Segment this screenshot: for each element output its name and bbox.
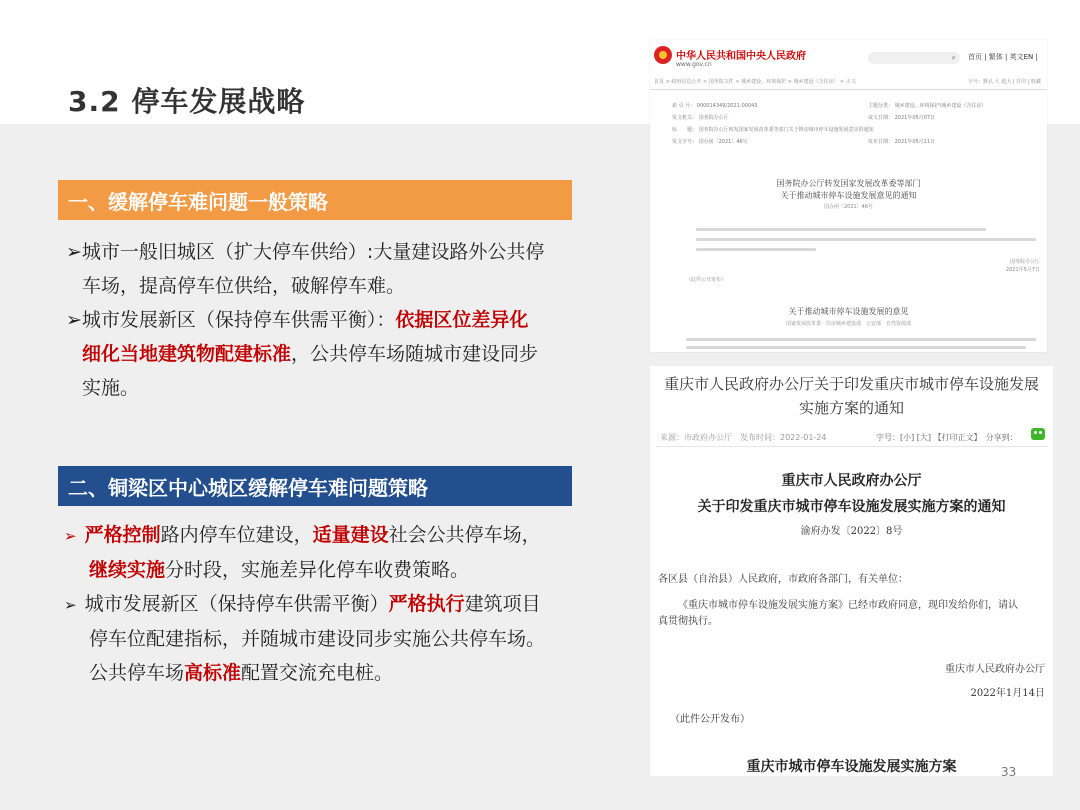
section2-b2-t2: 建筑项目	[464, 593, 541, 615]
section1-body	[66, 235, 566, 405]
section1-bullet2-red2: 细化当地建筑物配建标准	[82, 343, 292, 365]
gov-breadcrumb-path[interactable]: 首页 > 政府信息公开 > 国务院文件 > 城乡建设、环境保护 > 城乡建设（含住房） > 正文	[654, 79, 856, 85]
gov-font-tools[interactable]: 字号：默认 大 超大 | 打印 | 收藏	[968, 79, 1041, 85]
gov-site-header	[650, 40, 1047, 74]
section2-t2: 社会公共停车场，	[388, 524, 541, 546]
section2-b2-red1: 严格执行	[388, 593, 465, 615]
gov-doc-public: （此件公开发布）	[686, 277, 727, 283]
section1-bullet2-red1: 依据区位差异化	[395, 309, 529, 331]
gov-search-input[interactable]	[868, 52, 960, 64]
section2-b2-t1: 城市发展新区（保持停车供需平衡）	[84, 593, 389, 615]
gov-header-links[interactable]: 首页 | 繁体 | 英文EN |	[968, 53, 1038, 61]
meta-right: 成文日期： 2021年05月07日	[868, 115, 936, 121]
gov-meta-row	[672, 138, 1032, 145]
text-placeholder-line	[686, 338, 1036, 341]
gov-doc-date: 2021年5月7日	[1005, 267, 1040, 273]
text-placeholder-line	[686, 346, 1026, 349]
section2-red3: 继续实施	[89, 559, 166, 581]
section2-red2: 适量建设	[312, 524, 389, 546]
wechat-share-icon[interactable]	[1031, 428, 1045, 440]
meta-left: 索 引 号： 000014349/2021-00043	[672, 103, 758, 109]
section2-b2-t4: 配置交流充电桩。	[241, 662, 394, 684]
cq-doc-signer: 重庆市人民政府办公厅	[945, 664, 1045, 675]
section1-bullet2-rest: ，公共停车场随城市建设同步	[291, 343, 539, 365]
cq-plan-title: 重庆市城市停车设施发展实施方案	[746, 759, 957, 775]
section1-heading-band	[58, 180, 572, 220]
cq-page-title-line2: 实施方案的通知	[798, 399, 904, 417]
gov-site-name: 中华人民共和国中央人民政府	[676, 51, 806, 62]
cq-doc-body-line1: 《重庆市城市停车设施发展实施方案》已经市政府同意，现印发给你们，请认	[678, 600, 1018, 611]
meta-left: 标 题： 国务院办公厅转发国家发展改革委等部门关于推动城市停车设施发展意见的通知	[672, 127, 874, 133]
cq-doc-number: 渝府办发〔2022〕8号	[800, 526, 903, 537]
gov-doc-title-line2: 关于推动城市停车设施发展意见的通知	[780, 191, 917, 200]
cq-source-date: 来源：市政府办公厅 发布时间：2022-01-24	[660, 433, 827, 442]
section1-bullet1-line2: 车场，提高停车位供给，破解停车难。	[82, 275, 406, 297]
bullet-arrow-icon: ➢	[64, 596, 77, 614]
divider	[656, 446, 1047, 447]
section2-body	[64, 518, 574, 690]
section2-heading: 二、铜梁区中心城区缓解停车难问题策略	[68, 475, 428, 500]
section2-b2-red2: 高标准	[184, 662, 242, 684]
gov-breadcrumb	[650, 78, 1047, 90]
national-emblem-icon	[654, 46, 672, 64]
gov-meta-row	[672, 102, 1032, 109]
section2-b2-t3: 公共停车场	[89, 662, 185, 684]
section2-t3: 分时段，实施差异化停车收费策略。	[165, 559, 470, 581]
gov-meta-row	[672, 126, 1032, 133]
slide-title: 3.2 停车发展战略	[68, 85, 306, 118]
chongqing-document-screenshot	[650, 366, 1053, 776]
gov-document-screenshot	[650, 40, 1047, 352]
gov-doc-number: 国办函〔2021〕46号	[823, 204, 874, 210]
section2-heading-band	[58, 466, 572, 506]
meta-right: 主题分类： 城乡建设、环境保护\城乡建设（含住房）	[868, 103, 987, 109]
section2-bullet2-line2: 停车位配建指标，并随城市建设同步实施公共停车场。	[89, 628, 546, 650]
meta-right: 发布日期： 2021年05月21日	[868, 139, 936, 145]
cq-doc-issuer-heading: 重庆市人民政府办公厅	[781, 473, 922, 489]
page-number: 33	[1001, 765, 1017, 779]
section1-bullet2-line3: 实施。	[82, 377, 140, 399]
meta-left: 发文机关： 国务院办公厅	[672, 115, 729, 121]
bullet-arrow-icon: ➢	[64, 527, 77, 545]
cq-page-tools[interactable]: 字号：[小] [大] 【打印正文】 分享到：	[876, 433, 1018, 442]
section1-bullet2-line2	[66, 337, 566, 371]
section2-red1: 严格控制	[84, 524, 161, 546]
section2-t1: 路内停车位建设，	[160, 524, 313, 546]
gov-doc-title-line1: 国务院办公厅转发国家发展改革委等部门	[776, 179, 921, 188]
section2-bullet1-line2	[64, 553, 574, 587]
gov-site-url: www.gov.cn	[676, 61, 712, 68]
cq-page-title-line1: 重庆市人民政府办公厅关于印发重庆市城市停车设施发展	[663, 375, 1039, 393]
cq-doc-addressee: 各区县（自治县）人民政府，市政府各部门，有关单位：	[658, 574, 908, 585]
search-icon[interactable]: ⌕	[951, 53, 956, 62]
section1-heading: 一、缓解停车难问题一般策略	[68, 189, 328, 214]
cq-doc-body-line2: 真贯彻执行。	[658, 616, 718, 627]
cq-page-title	[650, 372, 1053, 420]
cq-doc-date: 2022年1月14日	[970, 688, 1045, 699]
cq-doc-title-heading: 关于印发重庆市城市停车设施发展实施方案的通知	[697, 499, 1006, 515]
gov-opinion-title: 关于推动城市停车设施发展的意见	[788, 307, 909, 316]
meta-left: 发文字号： 国办函〔2021〕46号	[672, 139, 748, 145]
section2-bullet2-line3	[64, 656, 574, 690]
section1-bullet2-line1	[66, 303, 566, 337]
text-placeholder-line	[696, 228, 986, 231]
section2-bullet2-line1	[64, 587, 574, 622]
section1-bullet2-prefix: ➢城市发展新区（保持停车供需平衡）：	[66, 309, 396, 331]
cq-doc-public: （此件公开发布）	[670, 714, 750, 725]
section2-bullet1-line1	[64, 518, 574, 553]
section1-bullet1-line1: ➢城市一般旧城区（扩大停车供给）:大量建设路外公共停	[66, 241, 545, 263]
text-placeholder-line	[696, 248, 816, 251]
gov-doc-issuer: 国务院办公厅	[1009, 259, 1040, 265]
text-placeholder-line	[696, 238, 1036, 241]
gov-meta-row	[672, 114, 1032, 121]
gov-opinion-subtitle: 国家发展改革委 住房城乡建设部 公安部 自然资源部	[785, 321, 911, 327]
